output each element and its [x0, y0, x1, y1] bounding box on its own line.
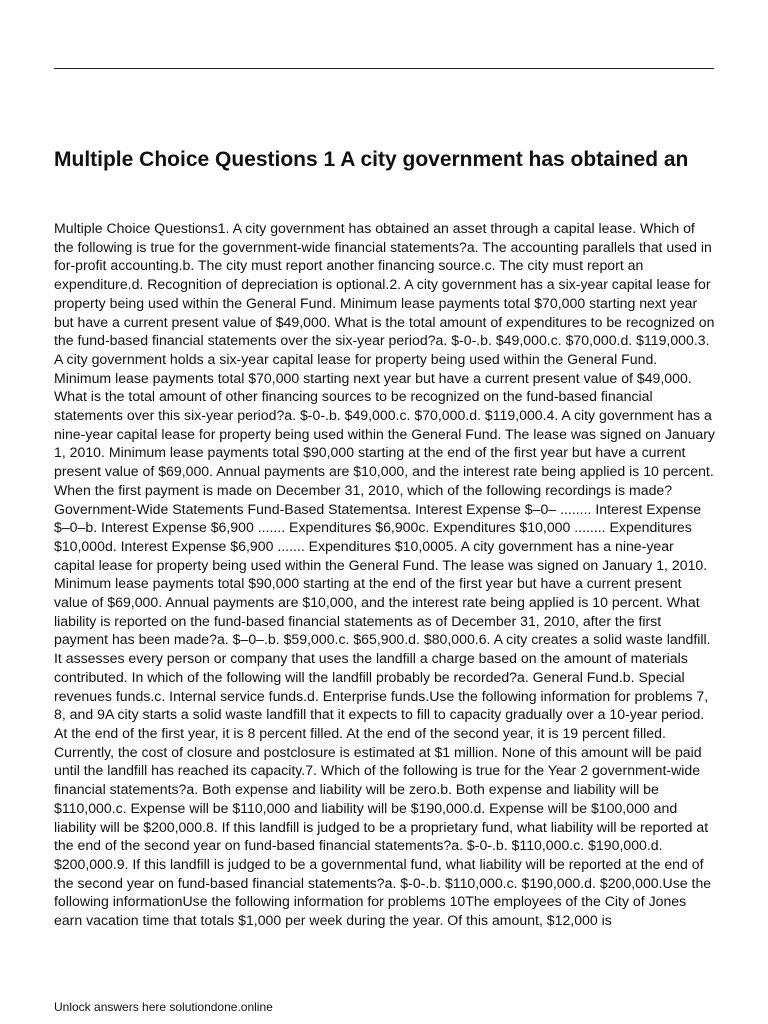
body-text: Multiple Choice Questions1. A city government has obtained an asset through a capital lease. Which of the following is true for the government-wide financial statements?a. The accounting parallels that used in for-profit accounting.b. The city must report another financing source.c. The city must report an expenditure.d. Recognition of depreciation is optional.2. A city government has a six-year capital lease for property being used within the General Fund. Minimum lease payments total $70,000 starting next year but have a current present value of $49,000. What is the total amount of expenditures to be recognized on the fund-based financial statements over the six-year period?a. $-0-.b. $49,000.c. $70,000.d. $119,000.3. A city government holds a six-year capital lease for property being used within the General Fund. Minimum lease payments total $70,000 starting next year but have a current present value of $49,000. What is the total amount of other financing sources to be recognized on the fund-based financial statements over this six-year period?a. $-0-.b. $49,000.c. $70,000.d. $119,000.4. A city government has a nine-year capital lease for property being used within the General Fund. The lease was signed on January 1, 2010. Minimum lease payments total $90,000 starting at the end of the first year but have a current present value of $69,000. Annual payments are $10,000, and the interest rate being applied is 10 percent. When the first payment is made on December 31, 2010, which of the following recordings is made?Government-Wide Statements Fund-Based Statementsa. Interest Expense $–0– ........ Interest Expense $–0–b. Interest Expense $6,900 ....... Expenditures $6,900c. Expenditures $10,000 ........ Expenditures $10,000d. Interest Expense $6,900 ....... Expenditures $10,0005. A city government has a nine-year capital lease for property being used within the General Fund. The lease was signed on January 1, 2010. Minimum lease payments total $90,000 starting at the end of the first year but have a current present value of $69,000. Annual payments are $10,000, and the interest rate being applied is 10 percent. What liability is reported on the fund-based financial statements as of December 31, 2010, after the first payment has been made?a. $–0–.b. $59,000.c. $65,900.d. $80,000.6. A city creates a solid waste landfill. It assesses every person or company that uses the landfill a charge based on the amount of materials contributed. In which of the following will the landfill probably be recorded?a. General Fund.b. Special revenues funds.c. Internal service funds.d. Enterprise funds.Use the following information for problems 7, 8, and 9A city starts a solid waste landfill that it expects to fill to capacity gradually over a 10-year period. At the end of the first year, it is 8 percent filled. At the end of the second year, it is 19 percent filled. Currently, the cost of closure and postclosure is estimated at $1 million. None of this amount will be paid until the landfill has reached its capacity.7. Which of the following is true for the Year 2 government-wide financial statements?a. Both expense and liability will be zero.b. Both expense and liability will be $110,000.c. Expense will be $110,000 and liability will be $190,000.d. Expense will be $100,000 and liability will be $200,000.8. If this landfill is judged to be a proprietary fund, what liability will be reported at the end of the second year on fund-based financial statements?a. $-0-.b. $110,000.c. $190,000.d. $200,000.9. If this landfill is judged to be a governmental fund, what liability will be reported at the end of the second year on fund-based financial statements?a. $-0-.b. $110,000.c. $190,000.d. $200,000.Use the following informationUse the following information for problems 10The employees of the City of Jones earn vacation time that totals $1,000 per week during the year. Of this amount, $12,000 is — [54, 220, 715, 929]
header-rule — [54, 68, 714, 69]
footer-link-text[interactable]: Unlock answers here solutiondone.online — [54, 1000, 273, 1014]
page-title: Multiple Choice Questions 1 A city government has obtained an — [54, 148, 689, 171]
